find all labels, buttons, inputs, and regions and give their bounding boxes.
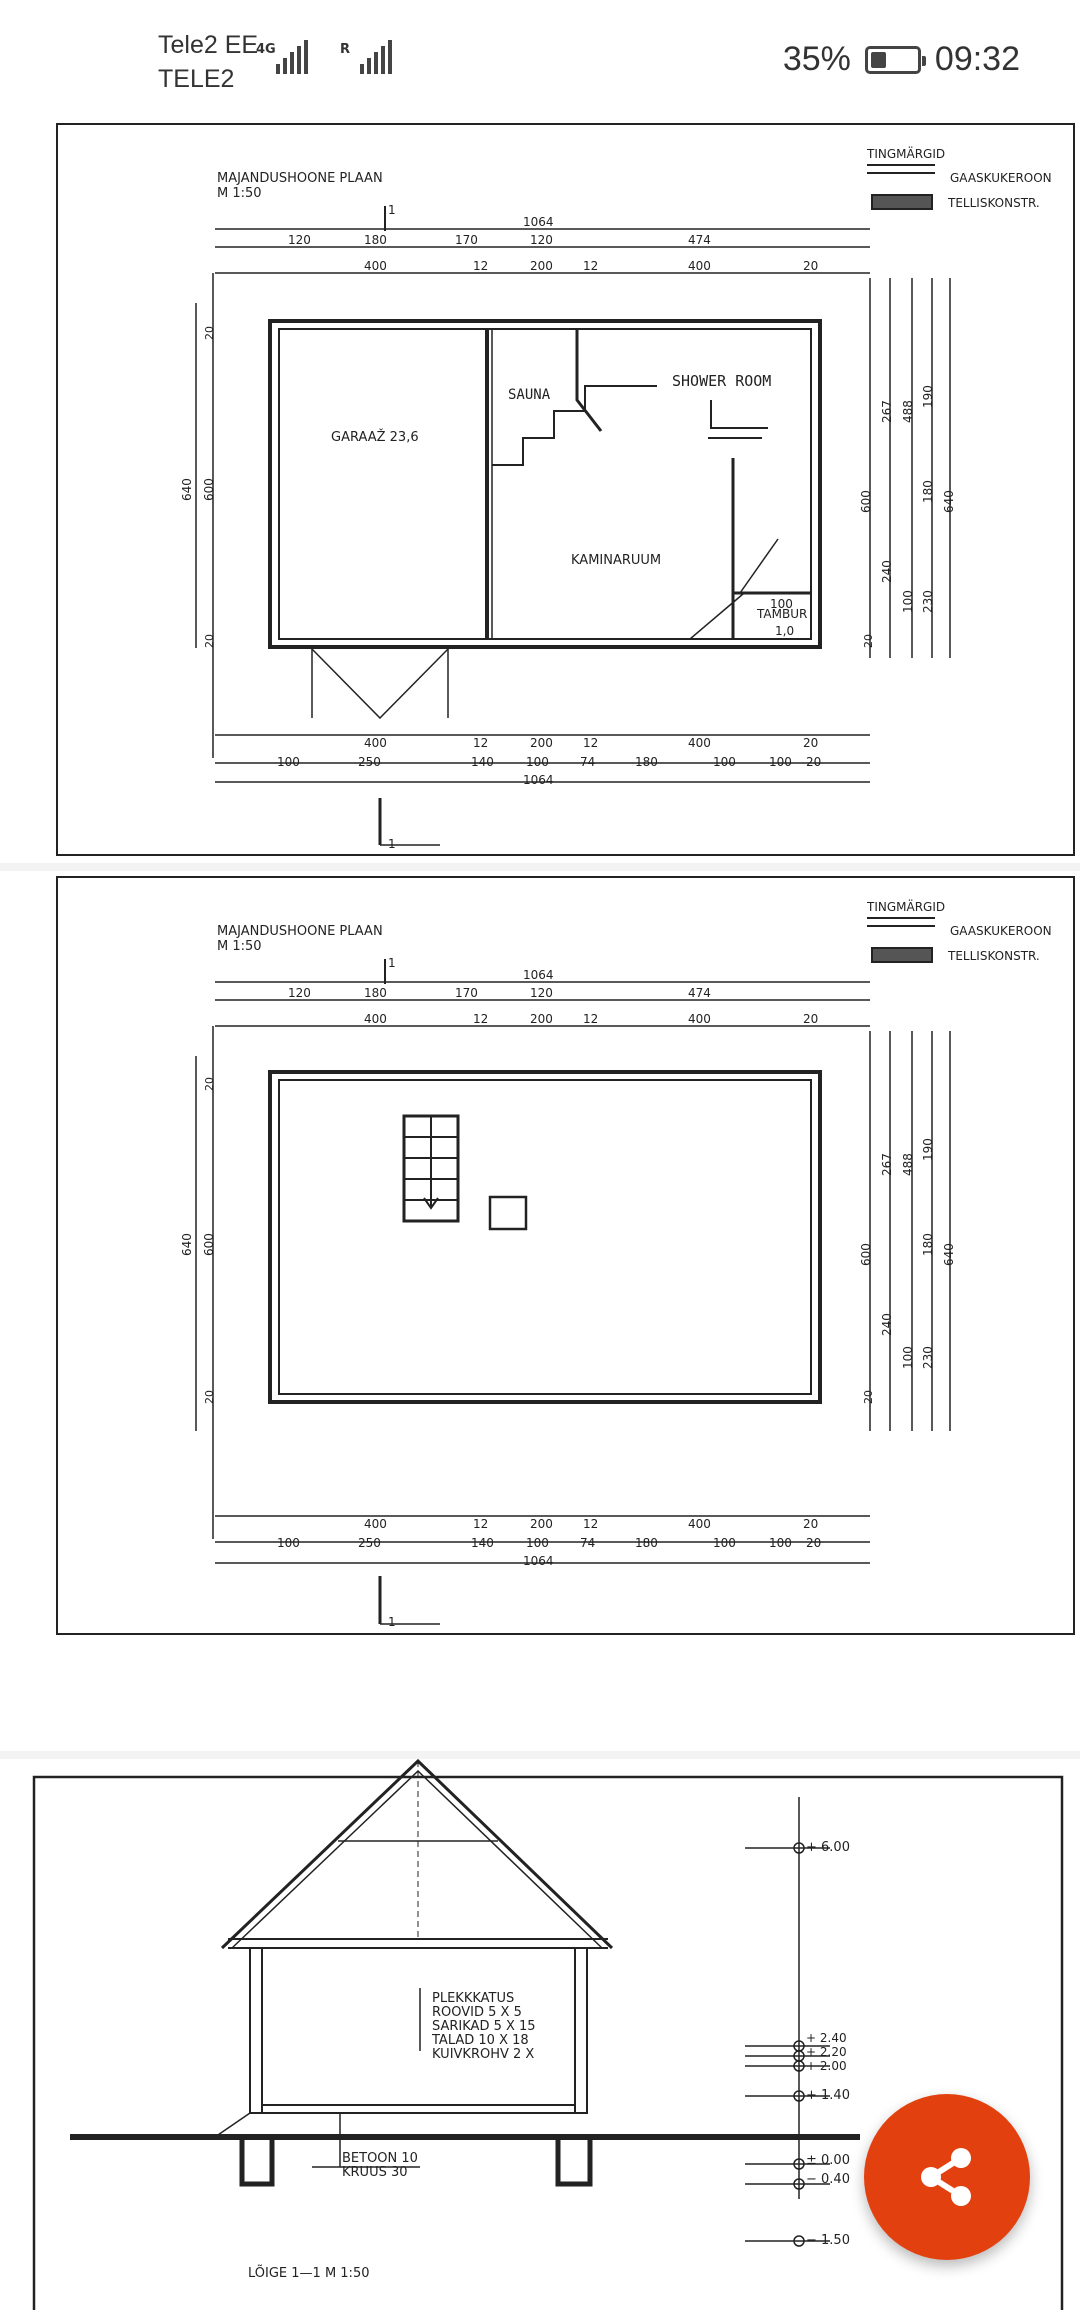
dim-label-vertical: 180 (921, 480, 935, 503)
dim-label: 100 (526, 1536, 549, 1550)
dim-label: 12 (583, 736, 599, 750)
foundation-spec-line: BETOON 10 (342, 2151, 418, 2166)
dim-label: 12 (473, 259, 489, 273)
dim-label: 400 (364, 259, 387, 273)
battery-icon (865, 46, 921, 74)
share-icon (917, 2145, 977, 2209)
dim-label-vertical: 600 (859, 490, 873, 513)
dim-label: 250 (358, 755, 381, 769)
room-label-fireplace: KAMINARUUM (571, 553, 662, 568)
section-caption: LÕIGE 1—1 M 1:50 (248, 2266, 370, 2281)
dim-label: 20 (806, 755, 822, 769)
attic-plan-drawing (0, 871, 1080, 1751)
image-gallery[interactable] (0, 118, 1080, 2310)
status-bar (0, 0, 1080, 118)
elevation-label: − 1.50 (806, 2233, 850, 2248)
plan-scale: M 1:50 (217, 186, 262, 201)
roof-spec-line: KUIVKROHV 2 X (432, 2047, 535, 2062)
dim-label: 170 (455, 233, 478, 247)
dim-label: 12 (583, 1012, 599, 1026)
dim-label: 400 (364, 736, 387, 750)
plan-title: MAJANDUSHOONE PLAAN (217, 924, 383, 939)
room-label-garage: GARAAŽ 23,6 (331, 430, 419, 445)
section-marker-top: 1 (388, 956, 396, 970)
dim-total-bottom: 1064 (523, 773, 554, 787)
dim-label: 100 (713, 1536, 736, 1550)
room-label-shower: SHOWER ROOM (672, 372, 772, 390)
dim-label: 20 (803, 736, 819, 750)
dim-label: 170 (455, 986, 478, 1000)
dim-label-vertical: 600 (859, 1243, 873, 1266)
dim-label: 12 (473, 736, 489, 750)
dim-label: 180 (364, 986, 387, 1000)
section-marker-bottom: 1 (388, 837, 396, 851)
dim-label: 120 (288, 986, 311, 1000)
dim-label-vertical: 100 (901, 590, 915, 613)
section-marker-top: 1 (388, 203, 396, 217)
dim-label-vertical: 640 (180, 478, 194, 501)
roof-spec-line: SARIKAD 5 X 15 (432, 2019, 536, 2034)
network-badge: 4G (256, 42, 276, 57)
dim-label-vertical: 267 (880, 400, 894, 423)
dim-label: 12 (583, 259, 599, 273)
dim-label-vertical: 230 (921, 1346, 935, 1369)
drawing-page-attic-plan[interactable] (0, 871, 1080, 1751)
elevation-label: + 2.40 (806, 2031, 847, 2045)
clock: 09:32 (934, 40, 1020, 78)
dim-label-vertical: 100 (901, 1346, 915, 1369)
legend-item-gas-concrete: GAASKUKEROON (950, 171, 1052, 185)
roaming-badge: R (340, 42, 351, 57)
dim-label: 20 (803, 1517, 819, 1531)
dim-label: 400 (688, 736, 711, 750)
vestibule-dim: 100 (770, 597, 793, 611)
dim-label-vertical: 190 (921, 385, 935, 408)
legend-title: TINGMÄRGID (867, 900, 946, 914)
battery-percent: 35% (782, 40, 851, 78)
dim-label-vertical: 230 (921, 590, 935, 613)
dim-label: 140 (471, 1536, 494, 1550)
elevation-label: + 2.00 (806, 2059, 847, 2073)
room-label-sauna: SAUNA (508, 387, 551, 403)
dim-label: 20 (803, 1012, 819, 1026)
dim-label-vertical: 240 (880, 560, 894, 583)
elevation-label: + 6.00 (806, 1840, 850, 1855)
dim-label-vertical: 20 (203, 1390, 216, 1404)
carrier-name-1: Tele2 EE (158, 31, 259, 59)
dim-label: 200 (530, 1012, 553, 1026)
legend-title: TINGMÄRGID (867, 147, 946, 161)
vestibule-area: 1,0 (775, 624, 795, 638)
dim-label: 100 (277, 755, 300, 769)
roof-spec-line: TALAD 10 X 18 (432, 2033, 529, 2048)
dim-label: 120 (530, 986, 553, 1000)
floor-plan-drawing (0, 118, 1080, 863)
dim-label-vertical: 20 (862, 634, 875, 648)
roof-spec-line: PLEKKKATUS (432, 1991, 515, 2006)
dim-label: 100 (526, 755, 549, 769)
dim-label-vertical: 180 (921, 1233, 935, 1256)
dim-label-vertical: 488 (901, 400, 915, 423)
carrier-info (158, 28, 258, 96)
dim-total-bottom: 1064 (523, 1554, 554, 1568)
dim-label: 200 (530, 259, 553, 273)
dim-label: 400 (688, 259, 711, 273)
dim-label: 100 (769, 755, 792, 769)
dim-label-vertical: 20 (203, 326, 216, 340)
elevation-label: + 2.20 (806, 2045, 847, 2059)
foundation-spec-line: KRUUS 30 (342, 2165, 408, 2180)
dim-label: 74 (580, 1536, 596, 1550)
legend-item-brick: TELLISKONSTR. (948, 196, 1040, 210)
dim-label: 20 (803, 259, 819, 273)
dim-label: 12 (473, 1012, 489, 1026)
dim-label: 474 (688, 986, 711, 1000)
system-status (783, 40, 1020, 79)
dim-label: 12 (583, 1517, 599, 1531)
dim-label-vertical: 20 (203, 634, 216, 648)
elevation-label: − 0.40 (806, 2172, 850, 2187)
dim-label: 474 (688, 233, 711, 247)
dim-label: 12 (473, 1517, 489, 1531)
dim-label-vertical: 20 (203, 1077, 216, 1091)
section-marker-bottom: 1 (388, 1615, 396, 1629)
dim-label-vertical: 267 (880, 1153, 894, 1176)
dim-label: 100 (713, 755, 736, 769)
dim-label: 180 (635, 1536, 658, 1550)
dim-label: 400 (364, 1012, 387, 1026)
dim-label-vertical: 190 (921, 1138, 935, 1161)
dim-label: 200 (530, 1517, 553, 1531)
dim-label: 100 (277, 1536, 300, 1550)
dim-label-vertical: 640 (942, 1243, 956, 1266)
carrier-name-2: TELE2 (158, 65, 235, 93)
dim-total-top: 1064 (523, 968, 554, 982)
dim-label-vertical: 600 (202, 478, 216, 501)
roof-spec-line: ROOVID 5 X 5 (432, 2005, 522, 2020)
dim-label-vertical: 20 (862, 1390, 875, 1404)
plan-title: MAJANDUSHOONE PLAAN (217, 171, 383, 186)
dim-label: 120 (530, 233, 553, 247)
dim-label: 250 (358, 1536, 381, 1550)
elevation-label: ± 0.00 (806, 2153, 850, 2168)
dim-label-vertical: 640 (942, 490, 956, 513)
dim-label: 20 (806, 1536, 822, 1550)
dim-label: 120 (288, 233, 311, 247)
dim-label: 180 (364, 233, 387, 247)
elevation-label: + 1.40 (806, 2088, 850, 2103)
dim-label: 400 (688, 1012, 711, 1026)
drawing-page-floor-plan[interactable] (0, 118, 1080, 863)
dim-label-vertical: 488 (901, 1153, 915, 1176)
dim-label: 400 (688, 1517, 711, 1531)
legend-item-gas-concrete: GAASKUKEROON (950, 924, 1052, 938)
dim-label: 400 (364, 1517, 387, 1531)
dim-label: 140 (471, 755, 494, 769)
dim-total-top: 1064 (523, 215, 554, 229)
plan-scale: M 1:50 (217, 939, 262, 954)
dim-label-vertical: 240 (880, 1313, 894, 1336)
dim-label: 180 (635, 755, 658, 769)
dim-label-vertical: 600 (202, 1233, 216, 1256)
room-label-vestibule: TAMBUR (757, 607, 808, 621)
dim-label-vertical: 640 (180, 1233, 194, 1256)
share-button[interactable] (864, 2094, 1030, 2260)
dim-label: 200 (530, 736, 553, 750)
dim-label: 74 (580, 755, 596, 769)
legend-item-brick: TELLISKONSTR. (948, 949, 1040, 963)
dim-label: 100 (769, 1536, 792, 1550)
